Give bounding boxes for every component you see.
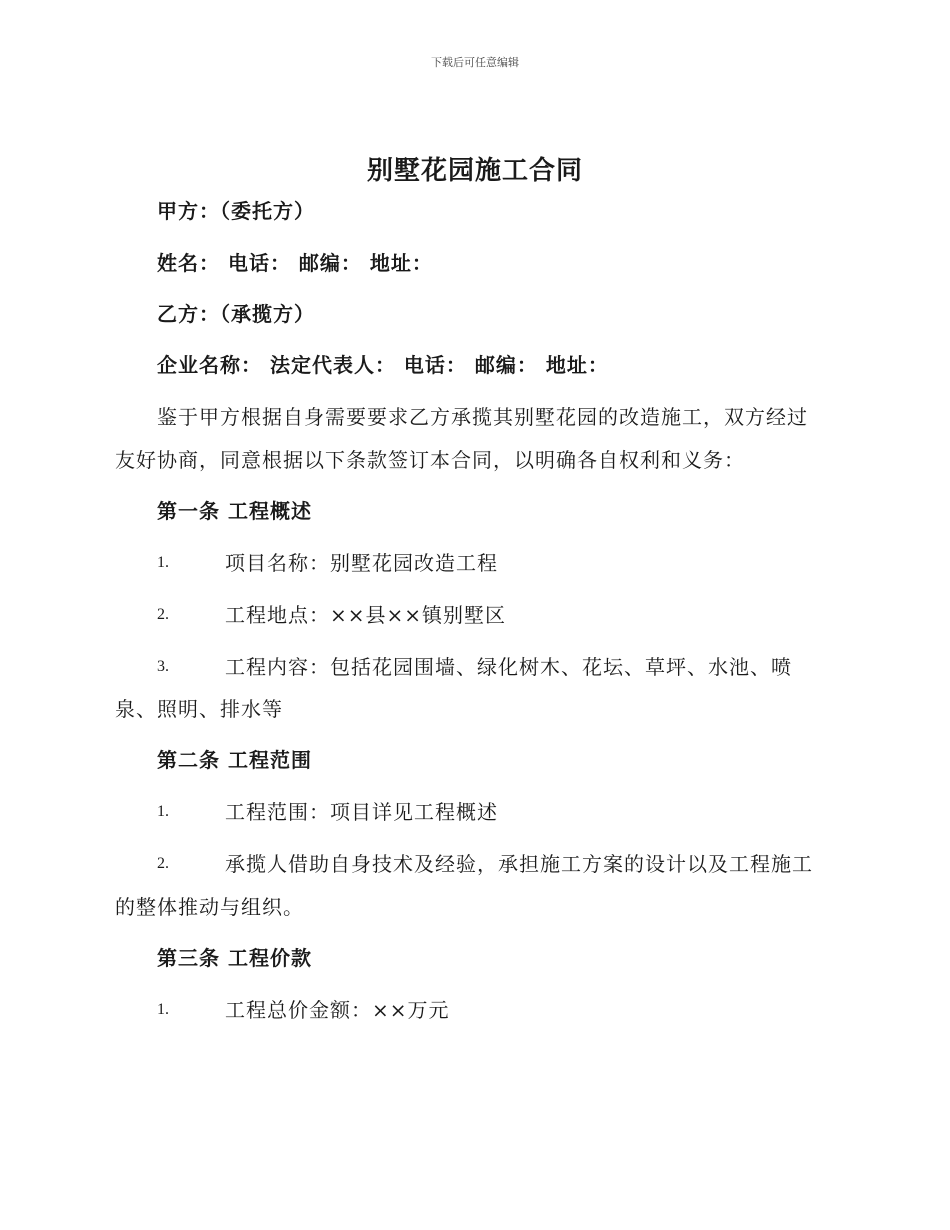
party-a-label: 甲方：（委托方） xyxy=(157,199,315,223)
article-3-heading: 第三条 工程价款 xyxy=(157,946,312,970)
article-2-item-1-number: 1. xyxy=(157,803,169,820)
article-2-heading: 第二条 工程范围 xyxy=(157,748,312,772)
page-header-note: 下载后可任意编辑 xyxy=(431,56,519,69)
party-b-fields: 企业名称： 法定代表人： 电话： 邮编： 地址： xyxy=(157,353,609,377)
article-3-item-1-text: 工程总价金额：××万元 xyxy=(225,998,450,1022)
article-2-item-2-text: 承揽人借助自身技术及经验，承担施工方案的设计以及工程施工 xyxy=(225,852,813,876)
article-1-item-2-number: 2. xyxy=(157,606,169,623)
article-1-heading: 第一条 工程概述 xyxy=(157,499,312,523)
article-2-item-2-number: 2. xyxy=(157,855,169,872)
article-1-item-3-number: 3. xyxy=(157,658,169,675)
article-2-item-1-text: 工程范围：项目详见工程概述 xyxy=(225,800,498,824)
party-a-fields: 姓名： 电话： 邮编： 地址： xyxy=(157,251,433,275)
party-b-label: 乙方：（承揽方） xyxy=(157,302,315,326)
article-1-item-1-text: 项目名称：别墅花园改造工程 xyxy=(225,551,498,575)
preamble-line-1: 鉴于甲方根据自身需要要求乙方承揽其别墅花园的改造施工，双方经过 xyxy=(157,405,808,429)
article-2-item-2-continuation: 的整体推动与组织。 xyxy=(115,895,304,919)
article-3-item-1-number: 1. xyxy=(157,1001,169,1018)
article-1-item-3-continuation: 泉、照明、排水等 xyxy=(115,697,283,721)
article-1-item-3-text: 工程内容：包括花园围墙、绿化树木、花坛、草坪、水池、喷 xyxy=(225,655,792,679)
article-1-item-2-text: 工程地点：××县××镇别墅区 xyxy=(225,603,507,627)
document-title: 别墅花园施工合同 xyxy=(366,156,583,186)
article-1-item-1-number: 1. xyxy=(157,554,169,571)
preamble-line-2: 友好协商，同意根据以下条款签订本合同，以明确各自权利和义务： xyxy=(115,448,745,472)
